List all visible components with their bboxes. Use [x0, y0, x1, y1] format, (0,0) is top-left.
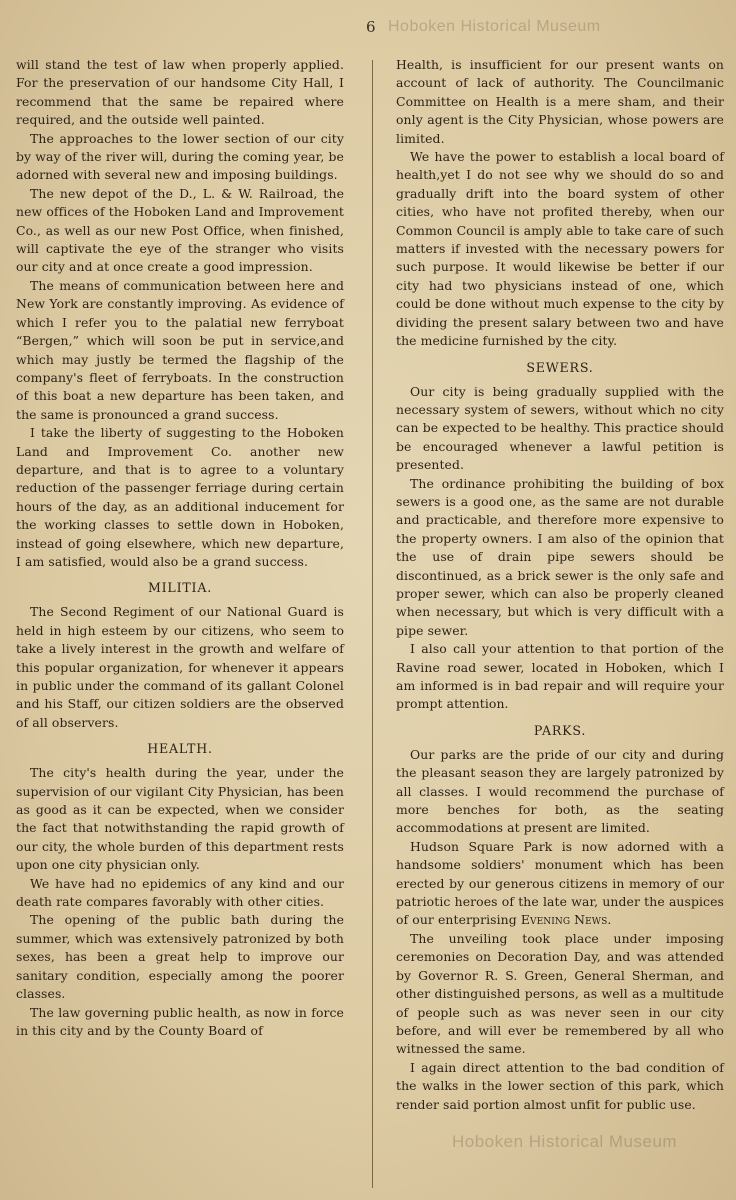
watermark: Hoboken Historical Museum — [388, 18, 601, 35]
paragraph — [396, 838, 724, 930]
left-column — [16, 56, 344, 1040]
paragraph: The city's health during the year, under the supervision of our vigilant City Physician, has been as good as it can be expected, when we consider the fact that notwithstanding the rapid growth of our city, the whole burden of this department rests upon one city physician only. — [16, 765, 344, 873]
paragraph: I take the liberty of suggesting to the Hoboken Land and Improvement Co. another new departure, and that is to agree to a voluntary reduction of the passenger ferriage during certain hours of the day, as an additional inducement for the working classes to settle down in Hoboken, instead of going elsewhere, which new departure, I am satisfied, would also be a grand success. — [16, 425, 344, 569]
paragraph: I also call your attention to that portion of the Ravine road sewer, located in Hoboken, which I am informed is in bad repair and will require your prompt attention. — [396, 641, 724, 712]
watermark-bottom: Hoboken Historical Museum — [452, 1132, 678, 1151]
paragraph: The unveiling took place under imposing ceremonies on Decoration Day, and was attended by Governor R. S. Green, General Sherman, and other distinguished persons, as well as a multitude of people such as was never seen in our city before, and will ever be remembered by all who witnessed the same. — [396, 930, 724, 1057]
paragraph: Health, is insufficient for our present wants on account of lack of authority. The Councilmanic Committee on Health is a mere sham, and their only agent is the City Physician, whose powers are limited. — [396, 57, 724, 146]
paragraph: The means of communication between here and New York are constantly improving. As evidence of which I refer you to the palatial new ferryboat “Bergen,” which will soon be put in service,and which may justly be termed the flagship of the company's fleet of ferryboats. In the construction of this boat a new departure has been taken, and the same is pronounced a grand success. — [16, 277, 344, 422]
section-heading-sewers: SEWERS. — [526, 359, 594, 375]
paragraph-text: . — [607, 912, 612, 928]
paragraph: will stand the test of law when properly applied. For the preservation of our handsome City Hall, I recommend that the same be repaired where required, and the outside well painted. — [16, 57, 344, 128]
paragraph: We have the power to establish a local board of health,yet I do not see why we should do so and gradually drift into the board system of other cities, who have not profited thereby, when our Common Council is amply able to take care of such matters if invested with the necessary powers for such purpose. It would likewise be better if our city had two physicians instead of one, which could be done without much expense to the city by dividing the present salary between two and have the medicine furnished by the city. — [396, 149, 724, 349]
paragraph: We have had no epidemics of any kind and our death rate compares favorably with other cities. — [16, 875, 344, 910]
paragraph: The ordinance prohibiting the building of box sewers is a good one, as the same are not durable and practicable, and therefore more expensive to the property owners. I am also of the opinion that the use of drain pipe sewers should be discontinued, as a brick sewer is the only safe and proper sewer, which can also be properly cleaned when necessary, but which is very difficult with a pipe sewer. — [396, 475, 724, 638]
paragraph: The new depot of the D., L. & W. Railroad, the new offices of the Hoboken Land and Improvement Co., as well as our new Post Office, when finished, will captivate the eye of the stranger who visits our city and at once create a good impression. — [16, 185, 344, 275]
paragraph: Our city is being gradually supplied with the necessary system of sewers, without which no city can be expected to be healthy. This practice should be encouraged whenever a lawful petition is presented. — [396, 383, 724, 473]
paragraph: The law governing public health, as now in force in this city and by the County Board of — [16, 1004, 344, 1038]
newspaper-name: Evening News — [520, 912, 608, 928]
page-number: 6 — [366, 18, 376, 36]
paragraph: I again direct attention to the bad condition of the walks in the lower section of this park, which render said portion almost unfit for public use. — [396, 1059, 724, 1112]
section-heading-militia: MILITIA. — [147, 580, 213, 596]
paragraph: The Second Regiment of our National Guard is held in high esteem by our citizens, who seem to take a lively interest in the growth and welfare of this popular organization, for whenever it appears in public under the command of its gallant Colonel and his Staff, our citizen soldiers are the observed of all observers. — [16, 604, 344, 730]
right-column — [396, 56, 724, 1114]
section-heading-health: HEALTH. — [147, 741, 213, 757]
column-divider — [372, 60, 373, 1188]
paragraph: The approaches to the lower section of our city by way of the river will, during the coming year, be adorned with several new and imposing buildings. — [16, 130, 344, 183]
section-heading-parks: PARKS. — [533, 722, 587, 738]
paragraph-text: Hudson Square Park is now adorned with a handsome soldiers' monument which has been erected by our generous citizens in memory of our patriotic heroes of the late war, under the auspices of our enterprising — [396, 838, 724, 928]
paragraph: The opening of the public bath during the summer, which was extensively patronized by both sexes, has been a great help to improve our sanitary condition, especially among the poorer classes. — [16, 912, 344, 1002]
paragraph: Our parks are the pride of our city and during the pleasant season they are largely patronized by all classes. I would recommend the purchase of more benches for both, as the seating accommodations at present are limited. — [396, 746, 724, 836]
